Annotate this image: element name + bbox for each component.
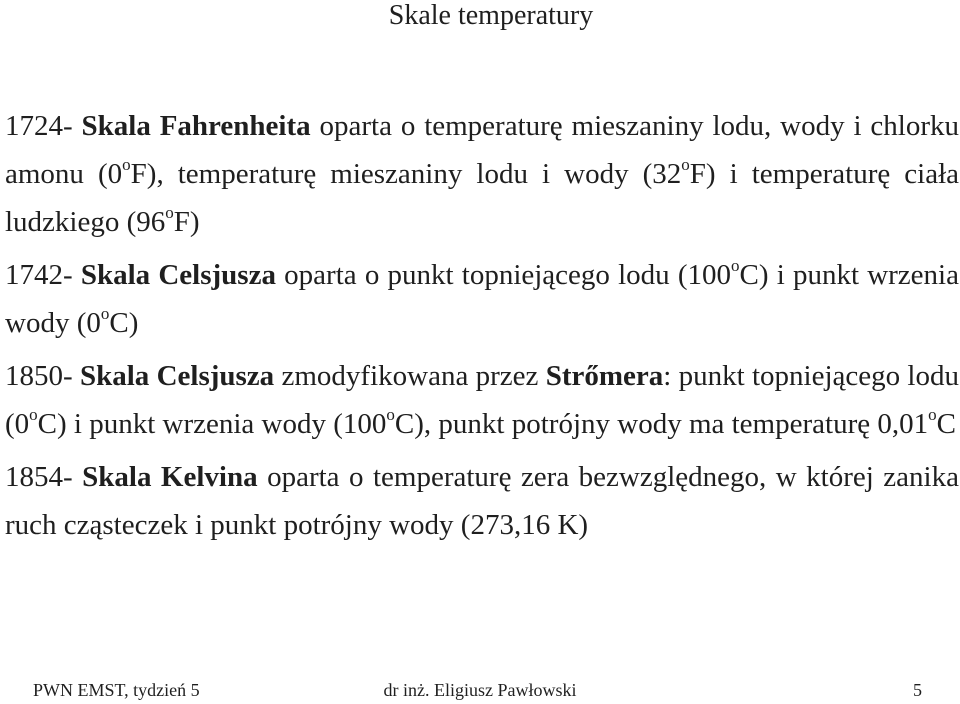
degree-sign: o (122, 155, 131, 175)
slide-title: Skale temperatury (388, 0, 594, 31)
entry-text: zmodyfikowana przez (274, 360, 546, 392)
person-name: Strőmera (545, 360, 664, 392)
entry-celsius (5, 251, 959, 347)
slide-footer (0, 676, 960, 704)
entry-year: 1742- (5, 259, 81, 291)
footer-author: dr inż. Eligiusz Pawłowski (383, 680, 577, 700)
scale-name: Skala Kelvina (82, 461, 258, 493)
entry-text: C), punkt potrójny wody ma temperaturę 0,01 (394, 408, 929, 440)
entry-text: C (936, 408, 956, 440)
entry-text: F) (173, 206, 200, 238)
slide-body (0, 102, 959, 554)
entry-year: 1724- (5, 110, 82, 142)
entry-text: C) (109, 307, 139, 339)
entry-text: F) i temperaturę ciała ludzkiego (96 (5, 158, 960, 238)
entry-text: : punkt topniejącego lodu (0 (5, 360, 959, 440)
degree-sign: o (731, 256, 740, 276)
entry-text: F), temperaturę mieszaniny lodu i wody (32 (130, 158, 682, 190)
scale-name: Skala Celsjusza (80, 259, 276, 291)
footer-course: PWN EMST, tydzień 5 (33, 680, 200, 700)
degree-sign: o (681, 155, 690, 175)
entry-text: oparta o temperaturę zera bezwzględnego, w której zanika ruch cząsteczek i punkt potrójny wody (273,16 K) (5, 461, 959, 541)
degree-sign: o (928, 405, 937, 425)
entry-year: 1850- (5, 360, 80, 392)
page-number: 5 (913, 680, 922, 700)
degree-sign: o (386, 405, 395, 425)
entry-celsius-modified (5, 352, 959, 448)
entry-fahrenheit (5, 102, 959, 246)
entry-text: C) i punkt wrzenia wody (100 (37, 408, 387, 440)
degree-sign: o (100, 304, 110, 324)
degree-sign: o (29, 405, 38, 425)
entry-text: C) i punkt wrzenia wody (0 (5, 259, 959, 339)
entry-year: 1854- (5, 461, 83, 493)
entry-kelvin (5, 453, 959, 549)
entry-text: oparta o punkt topniejącego lodu (100 (275, 259, 732, 291)
entry-text: oparta o temperaturę mieszaniny lodu, wody i chlorku amonu (0 (5, 110, 959, 190)
scale-name: Skala Fahrenheita (81, 110, 311, 142)
scale-name: Skala Celsjusza (79, 360, 275, 392)
degree-sign: o (165, 203, 174, 223)
